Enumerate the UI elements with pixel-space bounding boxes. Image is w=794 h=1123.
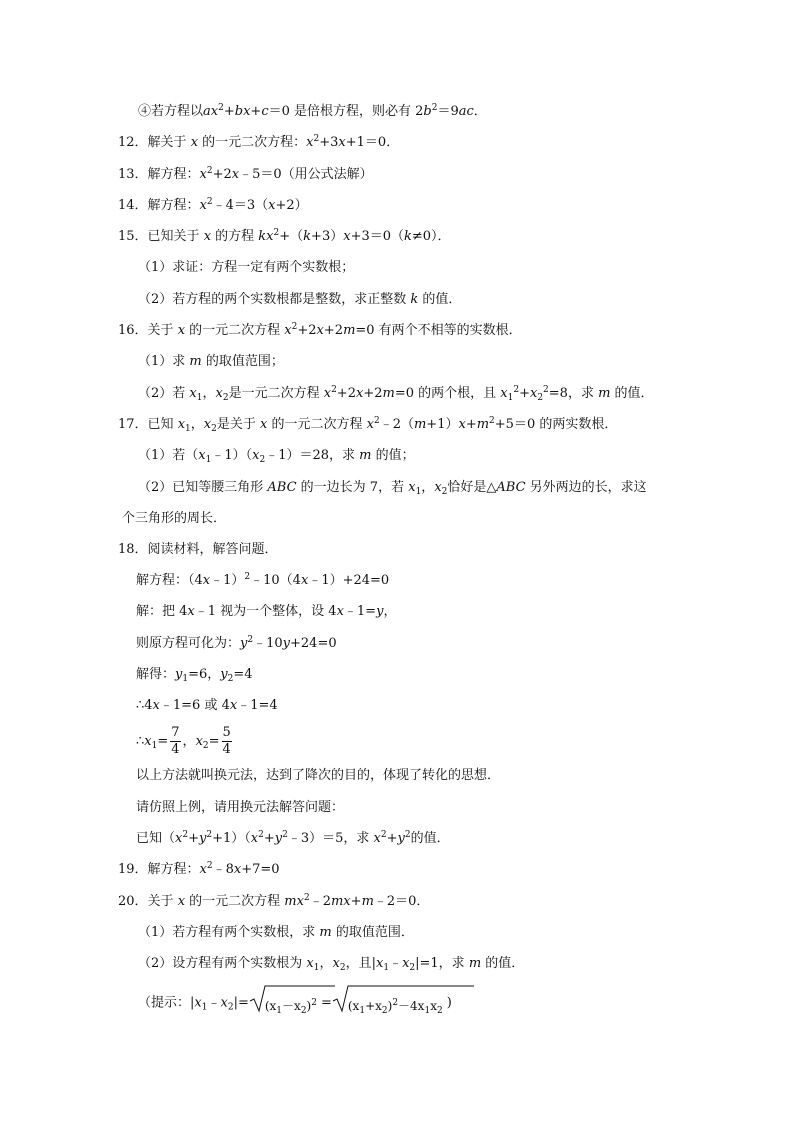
question-13: 13．解方程：$x^2+2x﹣5=0$（用公式法解） xyxy=(118,166,373,182)
question-15-part-1: （1）求证：方程一定有两个实数根； xyxy=(138,260,355,275)
question-20: 20．关于 x 的一元二次方程 $mx^2﹣2mx+m﹣2=0$． xyxy=(118,893,430,909)
question-17-part-2-cont: 个三角形的周长． xyxy=(122,511,227,526)
q18-step-4: 解得：$y_1=6$，$y_2=4$ xyxy=(136,667,253,684)
question-17-part-1: （1）若$(x_1﹣1)(x_2﹣1)=28$，求 m 的值； xyxy=(138,448,415,465)
question-16: 16．关于 x 的一元二次方程 $x^2+2x+2m=0$ 有两个不相等的实数根． xyxy=(118,322,522,338)
question-12: 12．解关于 x 的一元二次方程：$x^2+3x+1=0$． xyxy=(118,134,400,150)
q18-step-2: 解：把 4x﹣1 视为一个整体，设 4x﹣1=y， xyxy=(136,604,397,619)
question-18: 18．阅读材料，解答问题． xyxy=(118,542,278,557)
q18-step-7: 以上方法就叫换元法，达到了降次的目的，体现了转化的思想． xyxy=(136,768,501,783)
q18-step-9: 已知$(x^2+y^2+1)(x^2+y^2﹣3)=5$，求 $x^2+y^2$的值． xyxy=(136,830,450,846)
question-16-part-1: （1）求 m 的取值范围； xyxy=(138,354,284,369)
question-19: 19．解方程：$x^2﹣8x+7=0$ xyxy=(118,861,280,877)
question-15: 15．已知关于 x 的方程 $kx^2+(k+3)x+3=0(k\ne 0)$． xyxy=(118,228,451,244)
question-16-part-2: （2）若 $x_1$，$x_2$是一元二次方程 $x^2+2x+2m=0$ 的两个根，且 $x_1^2+x_2^2=8$，求 m 的值． xyxy=(138,385,654,403)
q18-step-8: 请仿照上例，请用换元法解答问题： xyxy=(136,800,345,815)
question-15-part-2: （2）若方程的两个实数根都是整数，求正整数 k 的值． xyxy=(138,292,462,307)
question-20-part-2: （2）设方程有两个实数根为 $x_1$，$x_2$，且$|x_1﹣x_2|=1$，求 m 的值． xyxy=(138,956,525,973)
question-14: 14．解方程：$x^2﹣4=3(x+2)$ xyxy=(118,197,308,213)
item-4-line: ④若方程以$ax^2+bx+c=0$ 是倍根方程，则必有 $2b^2=9ac$． xyxy=(138,103,487,119)
question-20-part-1: （1）若方程有两个实数根，求 m 的取值范围． xyxy=(138,925,414,940)
sqrt-sign-1: $(x_1-x_2)^2$ xyxy=(249,984,321,1022)
sqrt-sign-2: $(x_1+x_2)^2-4x_1x_2$ xyxy=(332,984,447,1022)
question-17: 17．已知 $x_1$，$x_2$是关于 x 的一元二次方程 $x^2﹣2(m+1)x+m^2+5=0$ 的两实数根． xyxy=(118,416,618,434)
q18-step-1: 解方程：（4x﹣1）$^2$﹣10（4x﹣1）+24=0 xyxy=(136,572,390,588)
question-20-hint: （提示：$|x_1﹣x_2|=$ $(x_1-x_2)^2$ = $(x_1+x_2)^2-4x_1x_2$) xyxy=(138,984,452,1022)
q18-step-5: ∴4x﹣1=6 或 4x﹣1=4 xyxy=(136,698,278,713)
q18-step-6: $\therefore x_1=$ $\frac{7}{4}$ ，$x_2=$ $\frac{5}{4}$ xyxy=(136,725,231,757)
q18-step-3: 则原方程可化为：$y^2﹣10y+24=0$ xyxy=(136,635,337,651)
question-17-part-2: （2）已知等腰三角形 ABC 的一边长为 7，若 $x_1$，$x_2$恰好是△ABC 另外两边的长，求这 xyxy=(138,480,647,497)
